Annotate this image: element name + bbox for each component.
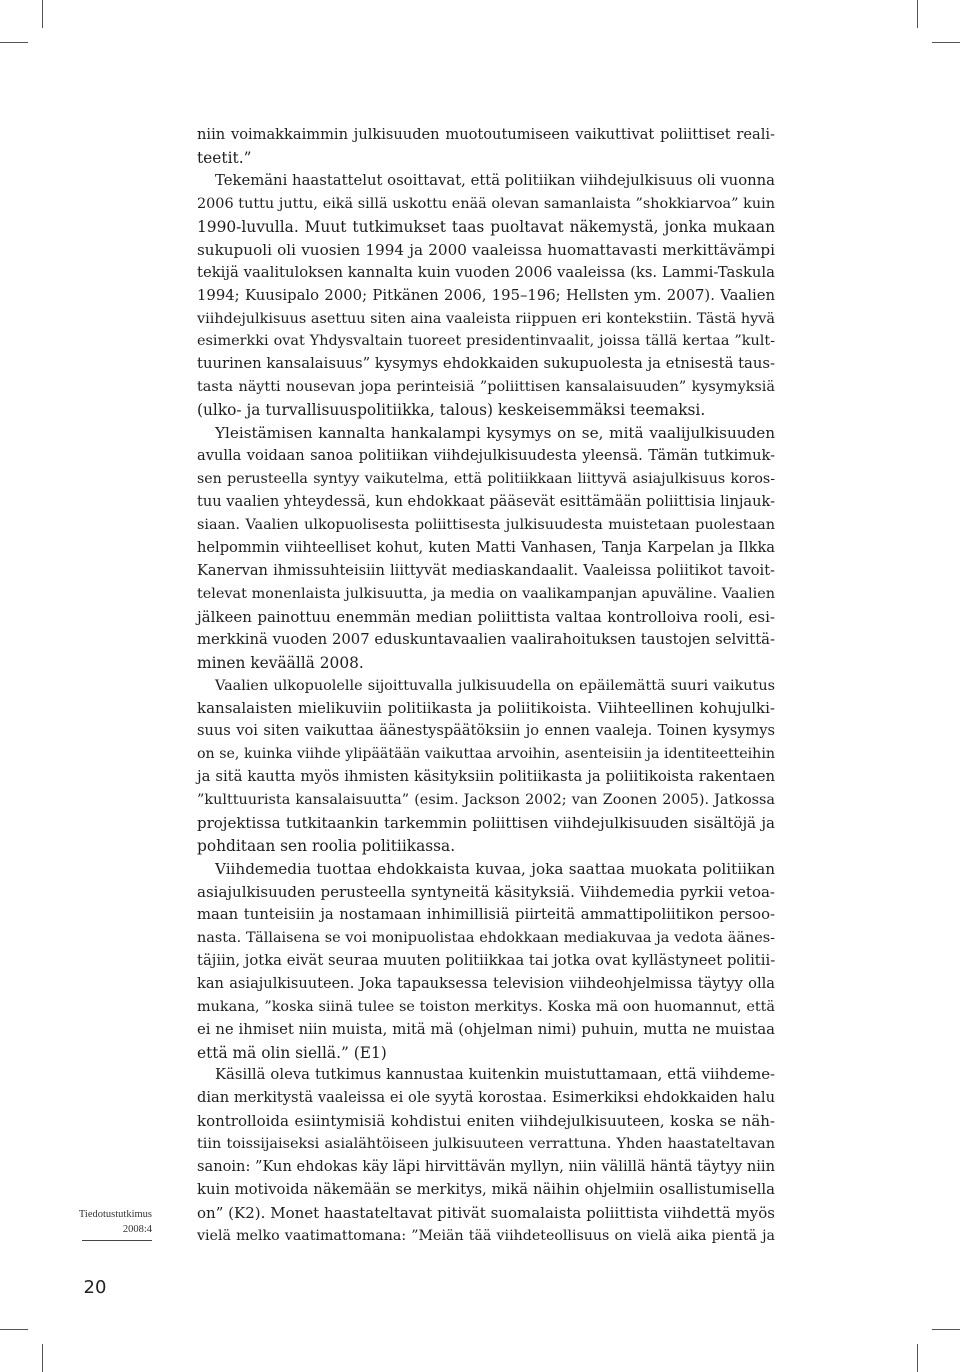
text-line: maan tunteisiin ja nostamaan inhimillisiä piirteitä ammattipoliitikon persoo- [197, 905, 775, 923]
text-line: pohditaan sen roolia politiikassa. [197, 837, 456, 856]
text-line: Kanervan ihmissuhteisiin liittyvät mediaskandaalit. Vaaleissa poliitikot tavoit- [197, 561, 775, 579]
text-line: kan asiajulkisuuteen. Joka tapauksessa television viihdeohjelmissa täytyy olla [197, 974, 775, 992]
footer-rule [82, 1240, 152, 1241]
text-line: täjiin, jotka eivät seuraa muuten politiikkaa tai jotka ovat kyllästyneet politii- [197, 951, 776, 969]
text-line: helpommin viihteelliset kohut, kuten Matti Vanhasen, Tanja Karpelan ja Ilkka [197, 538, 775, 556]
text-line: ei ne ihmiset niin muista, mitä mä (ohjelman nimi) puhuin, mutta ne muistaa [197, 1020, 775, 1038]
crop-mark [0, 1329, 28, 1330]
text-line: Käsillä oleva tutkimus kannustaa kuitenkin muistuttamaan, että viihdeme- [215, 1066, 775, 1084]
text-line: sukupuoli oli vuosien 1994 ja 2000 vaaleissa huomattavasti merkittävämpi [197, 240, 775, 259]
text-line: 2006 tuttu juttu, eikä sillä uskottu enää olevan samanlaista ”shokkiarvoa” kuin [197, 195, 775, 212]
text-line: merkkinä vuoden 2007 eduskuntavaalien vaalirahoituksen taustojen selvittä- [197, 630, 775, 648]
crop-mark [917, 0, 918, 28]
text-line: ”kulttuurista kansalaisuutta” (esim. Jackson 2002; van Zoonen 2005). Jatkossa [197, 792, 775, 809]
text-line: dian merkitystä vaaleissa ei ole syytä korostaa. Esimerkiksi ehdokkaiden halu [197, 1089, 775, 1107]
journal-issue: 2008:4 [122, 1224, 152, 1235]
text-line: Tekemäni haastattelut osoittavat, että politiikan viihdejulkisuus oli vuonna [215, 171, 775, 189]
text-line: Yleistämisen kannalta hankalampi kysymys on se, mitä vaalijulkisuuden [215, 424, 775, 443]
text-line: asiajulkisuuden perusteella syntyneitä käsityksiä. Viihdemedia pyrkii vetoa- [197, 882, 775, 901]
text-line: Viihdemedia tuottaa ehdokkaista kuvaa, joka saattaa muokata politiikan [215, 860, 775, 878]
crop-mark [932, 42, 960, 43]
page-number: 20 [83, 1277, 107, 1298]
text-line: mukana, ”koska siinä tulee se toiston merkitys. Koska mä oon huomannut, että [197, 998, 775, 1015]
text-line: sen perusteella syntyy vaikutelma, että politiikkaan liittyvä asiajulkisuus koros- [197, 471, 775, 488]
text-line: että mä olin siellä.” (E1) [197, 1043, 387, 1062]
text-line: 1994; Kuusipalo 2000; Pitkänen 2006, 195–196; Hellsten ym. 2007). Vaalien [197, 286, 775, 304]
text-line: jälkeen painottuu enemmän median poliittista valtaa kontrolloiva rooli, esi- [197, 607, 775, 626]
text-line: kansalaisten mielikuviin politiikasta ja poliitikoista. Viihteellinen kohujulki- [197, 699, 775, 718]
text-line: tiin toissijaiseksi asialähtöiseen julkisuuteen verrattuna. Yhden haastateltavan [197, 1136, 775, 1153]
crop-mark [932, 1329, 960, 1330]
text-line: tuurinen kansalaisuus” kysymys ehdokkaiden sukupuolesta ja etnisestä taus- [197, 355, 775, 373]
text-line: nasta. Tällaisena se voi monipuolistaa ehdokkaan mediakuvaa ja vedota äänes- [197, 929, 775, 946]
text-line: (ulko- ja turvallisuuspolitiikka, talous) keskeisemmäksi teemaksi. [197, 401, 706, 420]
text-line: siaan. Vaalien ulkopuolisesta poliittisesta julkisuudesta muistetaan puolestaan [197, 516, 775, 533]
text-line: tuu vaalien yhteydessä, kun ehdokkaat pääsevät esittämään poliittisia linjauk- [197, 493, 776, 510]
text-line: on” (K2). Monet haastateltavat pitivät suomalaista poliittista viihdettä myös [197, 1204, 775, 1223]
text-line: televat monenlaista julkisuutta, ja media on vaalikampanjan apuväline. Vaalien [197, 585, 775, 602]
text-line: viihdejulkisuus asettuu siten aina vaaleista riippuen eri kontekstiin. Tästä hyvä [197, 310, 775, 327]
text-line: niin voimakkaimmin julkisuuden muotoutumiseen vaikuttivat poliittiset reali- [197, 126, 775, 143]
crop-mark [917, 1344, 918, 1372]
running-footer [42, 1207, 152, 1237]
journal-name: Tiedotustutkimus [78, 1209, 152, 1220]
text-line: vielä melko vaatimattomana: ”Meiän tää viihdeteollisuus on vielä aika pientä ja [197, 1228, 775, 1244]
text-line: esimerkki ovat Yhdysvaltain tuoreet presidentinvaalit, joissa tällä kertaa ”kult- [197, 333, 775, 350]
text-line: tekijä vaalituloksen kannalta kuin vuoden 2006 vaaleissa (ks. Lammi-Taskula [197, 263, 775, 281]
text-line: kontrolloida esiintymisiä kohdistui eniten viihdejulkisuuteen, koska se näh- [197, 1112, 775, 1131]
text-line: ja sitä kautta myös ihmisten käsityksiin politiikasta ja poliitikoista rakentaen [197, 768, 775, 786]
text-line: avulla voidaan sanoa politiikan viihdejulkisuudesta yleensä. Tämän tutkimuk- [197, 447, 775, 465]
text-line: sanoin: ”Kun ehdokas käy läpi hirvittävän myllyn, niin välillä häntä täytyy niin [197, 1158, 775, 1176]
text-line: Vaalien ulkopuolelle sijoittuvalla julkisuudella on epäilemättä suuri vaikutus [215, 677, 775, 694]
text-line: projektissa tutkitaankin tarkemmin poliittisen viihdejulkisuuden sisältöjä ja [197, 814, 775, 833]
crop-mark [0, 42, 28, 43]
text-line: teetit.” [197, 148, 252, 167]
crop-mark [42, 1344, 43, 1372]
article-body [197, 124, 775, 1248]
text-line: kuin motivoida näkemään se merkitys, mikä näihin ohjelmiin osallistumisella [197, 1181, 775, 1199]
text-line: tasta näytti nousevan jopa perinteisiä ”poliittisen kansalaisuuden” kysymyksiä [197, 379, 775, 396]
text-line: on se, kuinka viihde ylipäätään vaikuttaa arvoihin, asenteisiin ja identiteetteihin [197, 746, 775, 763]
text-line: 1990-luvulla. Muut tutkimukset taas puoltavat näkemystä, jonka mukaan [197, 217, 775, 236]
crop-mark [42, 0, 43, 28]
text-line: suus voi siten vaikuttaa äänestyspäätöksiin jo ennen vaaleja. Toinen kysymys [197, 722, 775, 740]
text-line: minen keväällä 2008. [197, 653, 364, 672]
